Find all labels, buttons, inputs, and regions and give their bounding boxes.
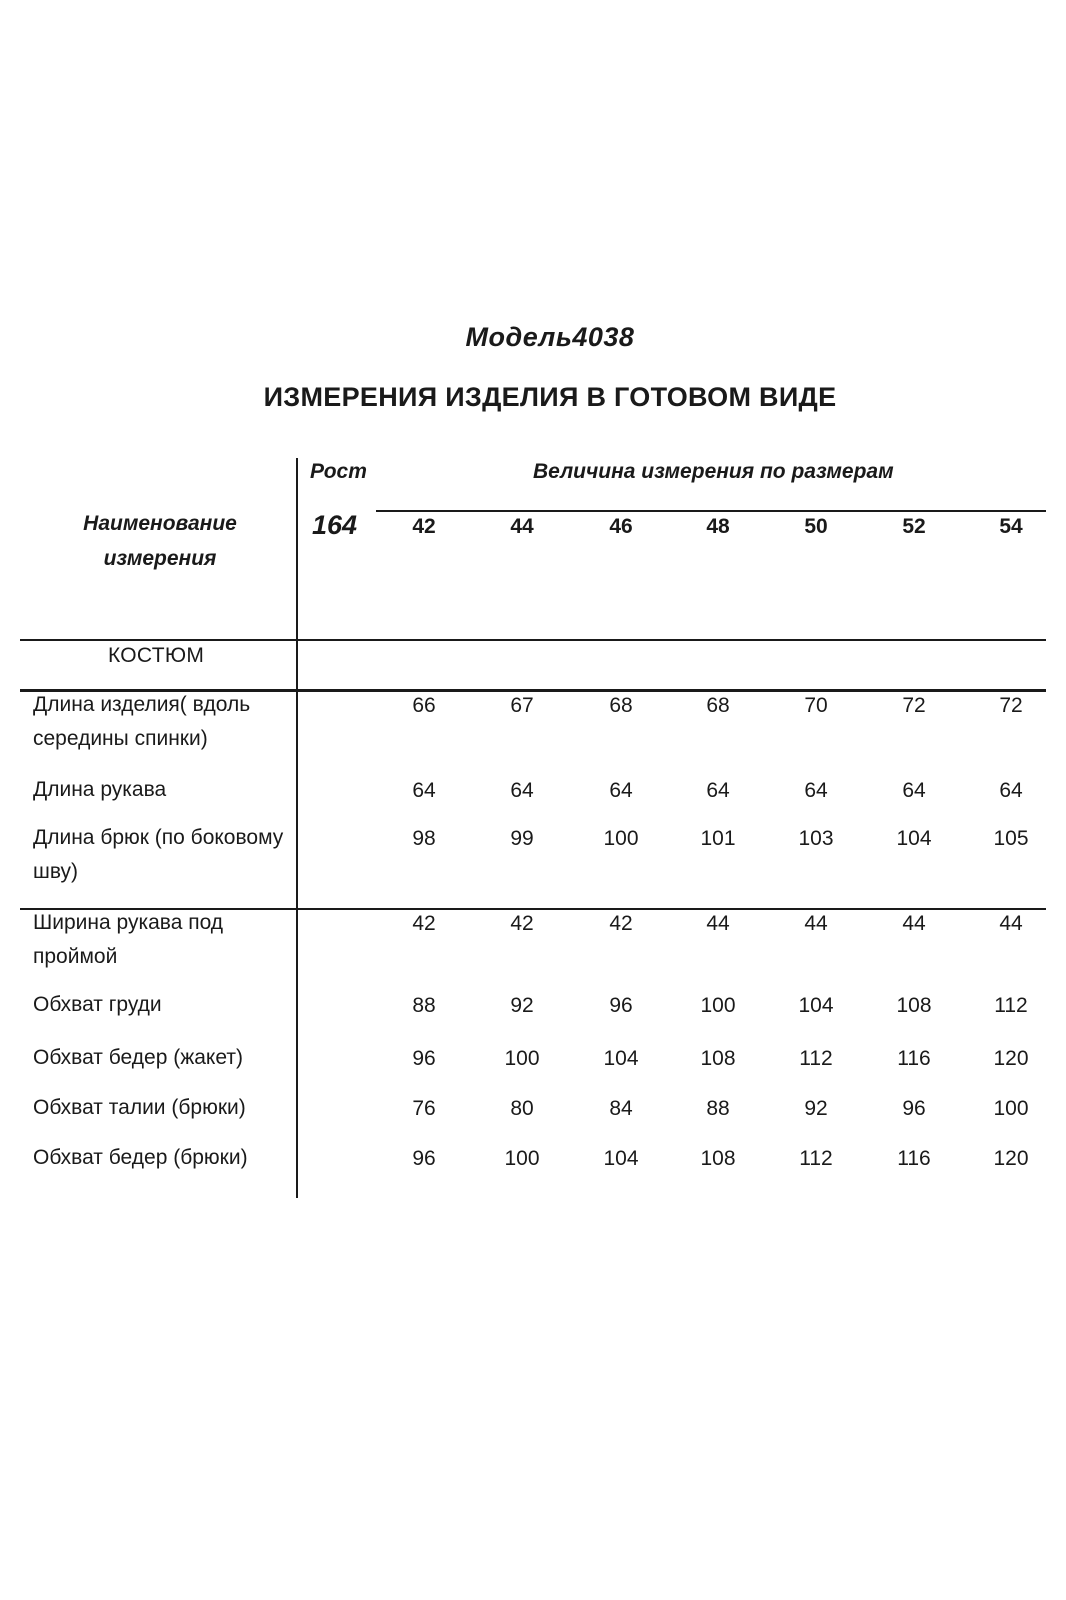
row-value-cell: 42 (412, 912, 436, 935)
sizes-title: Величина измерения по размерам (533, 460, 894, 483)
row-value-cell: 103 (798, 827, 834, 850)
row-value-cell: 64 (609, 779, 633, 802)
row-value-cell: 66 (412, 694, 436, 717)
row-value-cell: 100 (993, 1097, 1029, 1120)
row-value-cell: 100 (504, 1047, 540, 1070)
row-value-cell: 88 (706, 1097, 730, 1120)
row-value-cell: 70 (804, 694, 828, 717)
size-header-cell: 48 (706, 515, 730, 538)
row-value-cell: 42 (510, 912, 534, 935)
header-bottom-line (20, 639, 1046, 641)
row-value-cell: 96 (412, 1047, 436, 1070)
row-value-cell: 84 (609, 1097, 633, 1120)
size-header-cell: 44 (510, 515, 534, 538)
row-value-cell: 100 (700, 994, 736, 1017)
row-value-cell: 44 (902, 912, 926, 935)
row-value-cell: 64 (804, 779, 828, 802)
row-value-cell: 64 (902, 779, 926, 802)
row-value-cell: 99 (510, 827, 534, 850)
row-value-cell: 68 (609, 694, 633, 717)
row-value-cell: 112 (799, 1147, 833, 1170)
row-value-cell: 68 (706, 694, 730, 717)
row-value-cell: 116 (897, 1047, 931, 1070)
row-label: Длина брюк (по боковому шву) (33, 826, 284, 883)
row-value-cell: 112 (799, 1047, 833, 1070)
row-label: Длина изделия( вдоль середины спинки) (33, 693, 251, 750)
row-value-cell: 76 (412, 1097, 436, 1120)
height-label: Рост (310, 460, 367, 483)
section-label: КОСТЮМ (108, 644, 205, 667)
row-label: Обхват груди (33, 993, 162, 1016)
size-header-cell: 54 (999, 515, 1023, 538)
row-value-cell: 108 (700, 1147, 736, 1170)
row-value-cell: 96 (412, 1147, 436, 1170)
size-header-cell: 50 (804, 515, 828, 538)
page-title: ИЗМЕРЕНИЯ ИЗДЕЛИЯ В ГОТОВОМ ВИДЕ (263, 382, 837, 412)
row-value-cell: 44 (804, 912, 828, 935)
row-value-cell: 120 (993, 1047, 1029, 1070)
row-value-cell: 42 (609, 912, 633, 935)
height-value: 164 (312, 510, 358, 540)
row-value-cell: 108 (700, 1047, 736, 1070)
size-header-cell: 52 (902, 515, 926, 538)
row-value-cell: 96 (609, 994, 633, 1017)
row-value-cell: 104 (798, 994, 834, 1017)
row-label: Обхват бедер (жакет) (33, 1046, 243, 1069)
row-value-cell: 104 (603, 1147, 639, 1170)
vertical-divider (296, 458, 298, 1198)
row-value-cell: 67 (510, 694, 534, 717)
row-value-cell: 64 (510, 779, 534, 802)
row-label: Обхват бедер (брюки) (33, 1146, 248, 1169)
row-value-cell: 100 (603, 827, 639, 850)
row-value-cell: 64 (706, 779, 730, 802)
row-value-cell: 108 (896, 994, 932, 1017)
row-value-cell: 64 (412, 779, 436, 802)
row-label: Ширина рукава под проймой (33, 911, 224, 968)
row-value-cell: 44 (706, 912, 730, 935)
measurement-name-header: Наименование измерения (83, 512, 237, 570)
size-header-cell: 46 (609, 515, 633, 538)
row-value-cell: 101 (700, 827, 736, 850)
row-value-cell: 105 (993, 827, 1029, 850)
row-value-cell: 72 (902, 694, 926, 717)
row-value-cell: 116 (897, 1147, 931, 1170)
row-value-cell: 64 (999, 779, 1023, 802)
row-value-cell: 72 (999, 694, 1023, 717)
size-header-cell: 42 (412, 515, 436, 538)
row-value-cell: 120 (993, 1147, 1029, 1170)
row-value-cell: 104 (896, 827, 932, 850)
sizes-underline (376, 510, 1046, 512)
row-value-cell: 96 (902, 1097, 926, 1120)
row-value-cell: 80 (510, 1097, 534, 1120)
row-value-cell: 104 (603, 1047, 639, 1070)
row-value-cell: 112 (994, 994, 1028, 1017)
row-value-cell: 98 (412, 827, 436, 850)
row-value-cell: 92 (804, 1097, 828, 1120)
row-value-cell: 44 (999, 912, 1023, 935)
row-label: Длина рукава (33, 778, 167, 801)
row-label: Обхват талии (брюки) (33, 1096, 246, 1119)
row-value-cell: 100 (504, 1147, 540, 1170)
row-value-cell: 88 (412, 994, 436, 1017)
model-title: Модель4038 (465, 322, 635, 352)
row-value-cell: 92 (510, 994, 534, 1017)
